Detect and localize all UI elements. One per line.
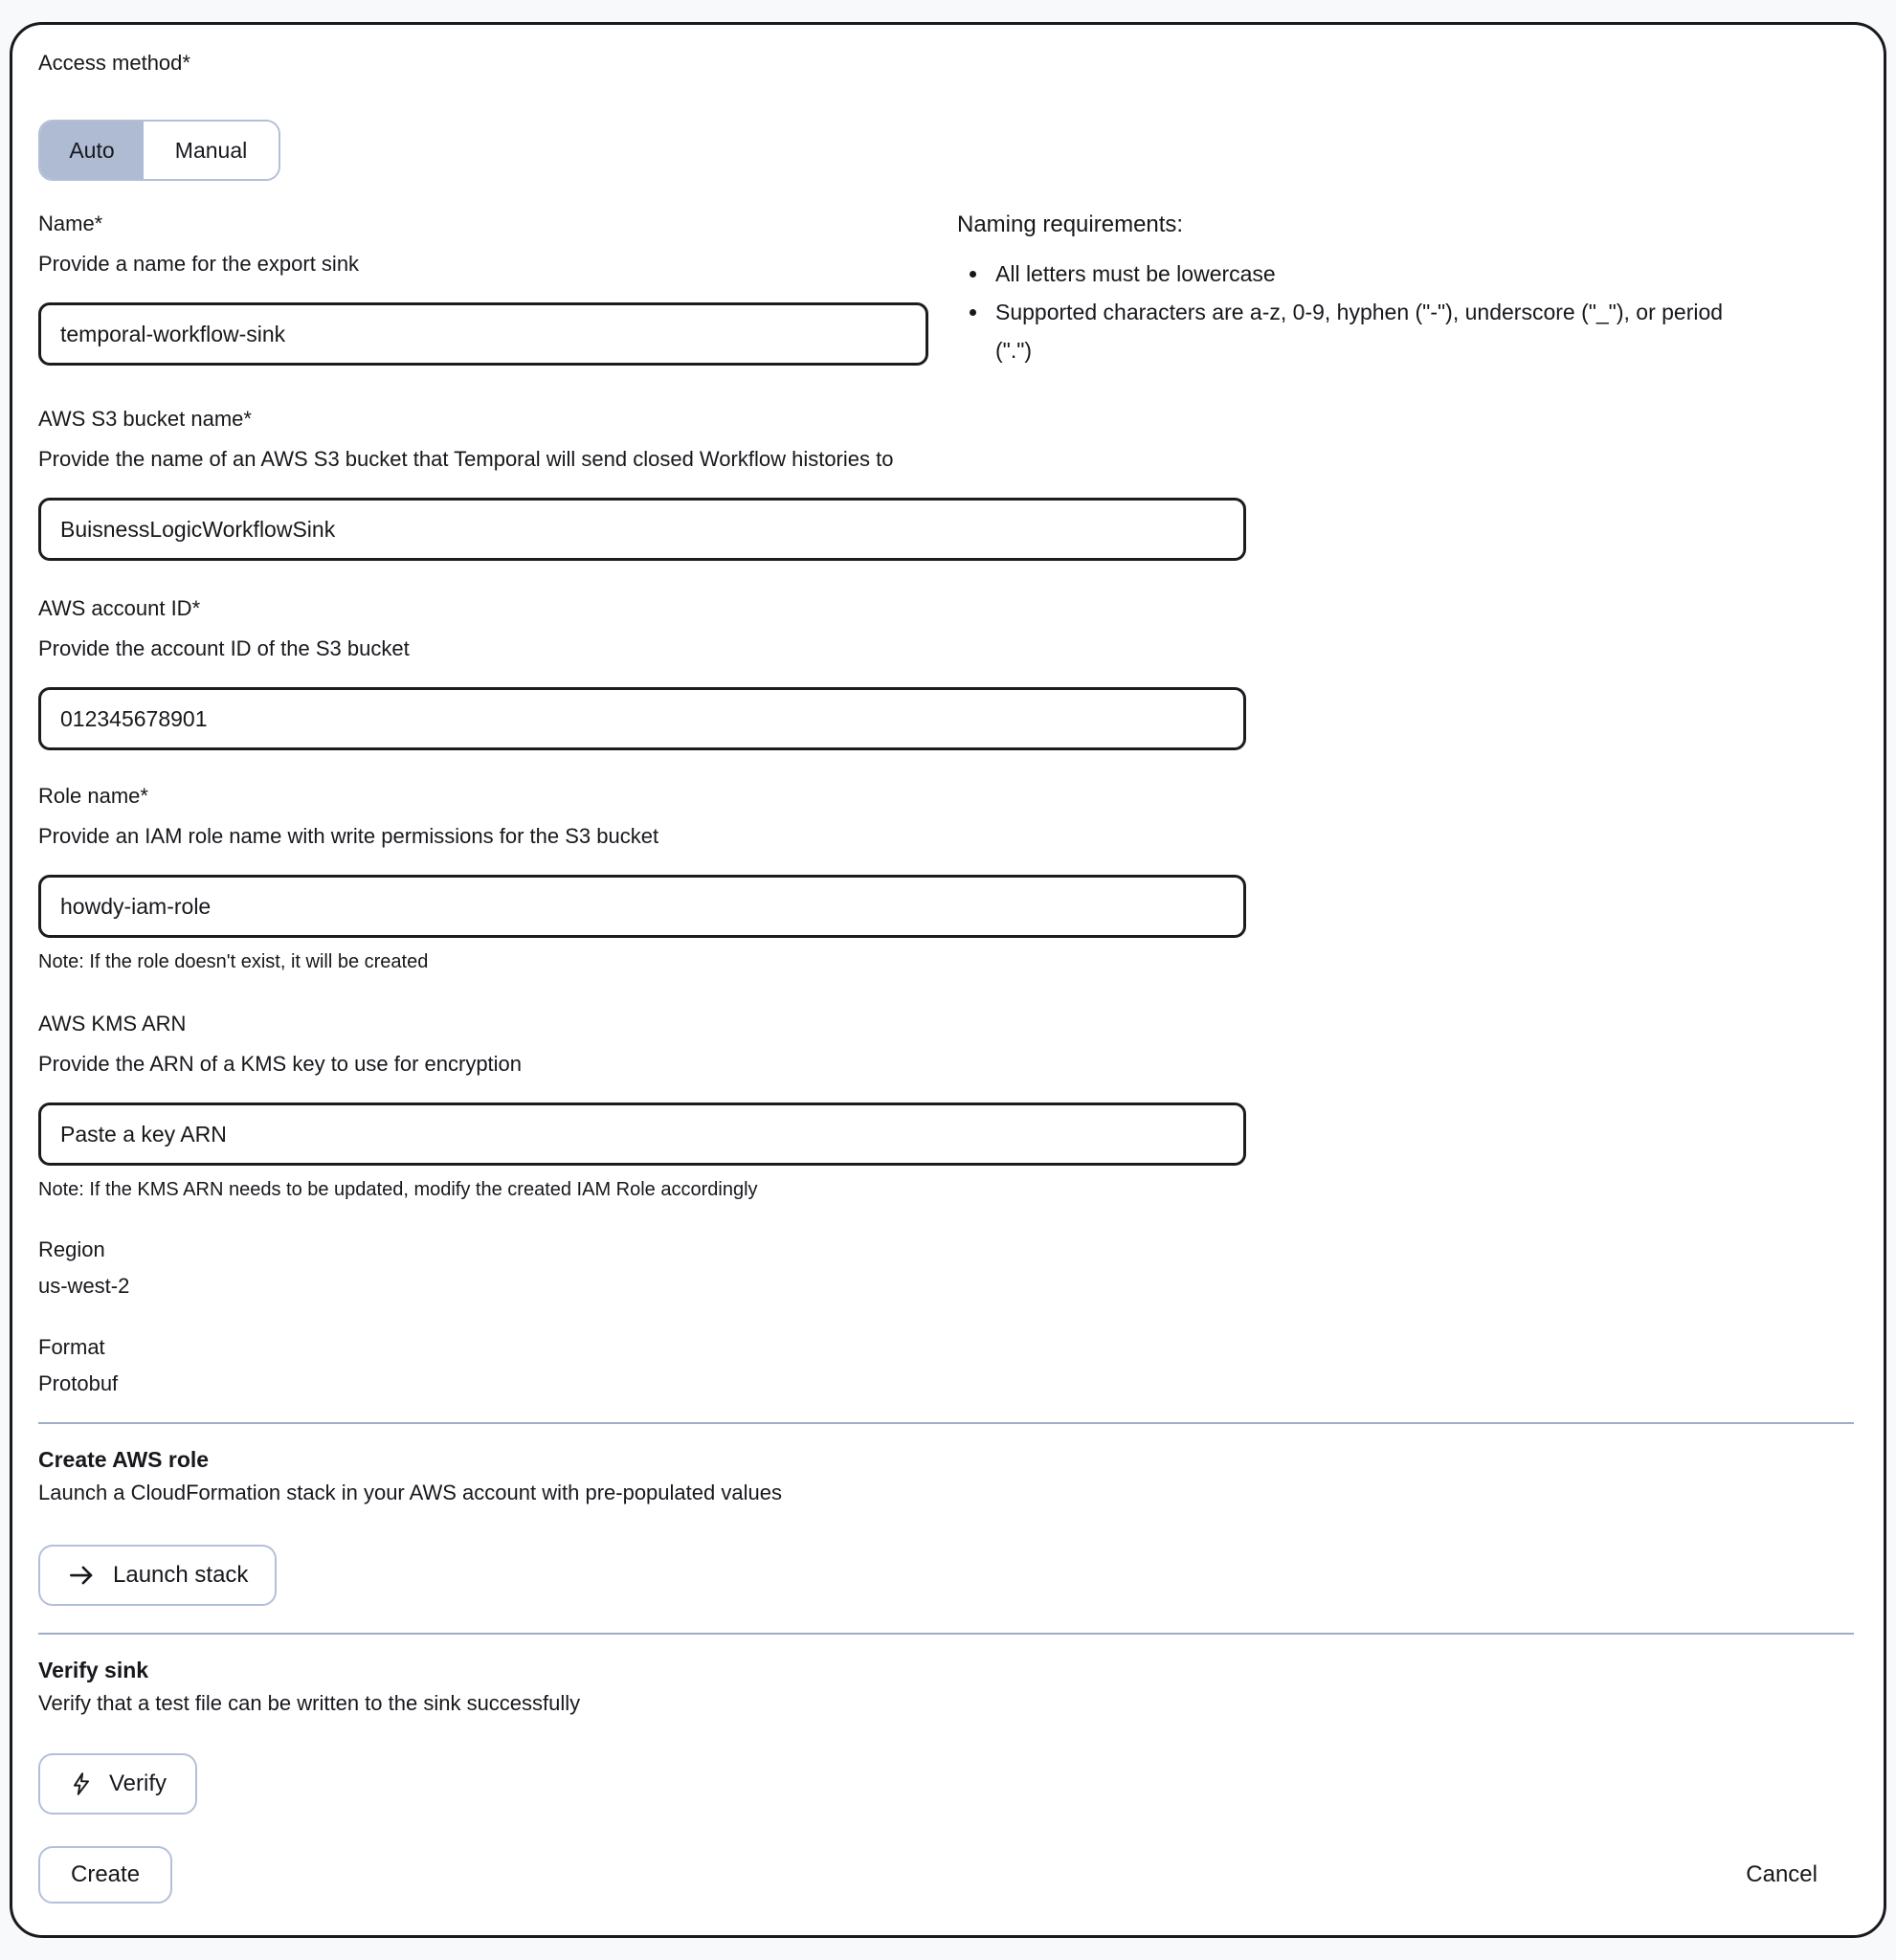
role-name-input[interactable]: [38, 875, 1246, 938]
role-name-note: Note: If the role doesn't exist, it will be created: [38, 951, 429, 972]
launch-stack-button[interactable]: [38, 1545, 277, 1606]
region-value: us-west-2: [38, 1274, 130, 1298]
role-name-label: Role name*: [38, 784, 148, 808]
s3-bucket-label: AWS S3 bucket name*: [38, 407, 252, 431]
naming-requirements-list: [957, 255, 1742, 369]
verify-sink-section: [38, 1656, 1854, 1815]
verify-button[interactable]: [38, 1753, 197, 1815]
naming-requirements-title: Naming requirements:: [957, 212, 1184, 237]
format-label: Format: [38, 1335, 105, 1359]
verify-label: Verify: [109, 1771, 167, 1796]
kms-arn-description: Provide the ARN of a KMS key to use for encryption: [38, 1052, 523, 1076]
arrow-right-icon: [67, 1561, 96, 1590]
kms-arn-label: AWS KMS ARN: [38, 1012, 187, 1036]
naming-requirements: [957, 211, 1854, 369]
format-field: [38, 1334, 1854, 1397]
account-id-description: Provide the account ID of the S3 bucket: [38, 636, 410, 660]
launch-stack-label: Launch stack: [113, 1562, 249, 1588]
form-actions: [38, 1846, 1854, 1904]
name-description: Provide a name for the export sink: [38, 252, 360, 276]
naming-requirement-item: • All letters must be lowercase: [990, 255, 1742, 293]
name-input[interactable]: [38, 302, 928, 366]
access-method-option-manual[interactable]: Manual: [144, 122, 279, 179]
access-method-toggle: [38, 120, 280, 181]
format-value: Protobuf: [38, 1371, 119, 1395]
naming-requirement-item: • Supported characters are a-z, 0-9, hyphen ("-"), underscore ("_"), or period ("."): [990, 293, 1742, 369]
create-aws-role-section: [38, 1445, 1854, 1606]
account-id-field: [38, 595, 1854, 750]
region-label: Region: [38, 1237, 105, 1261]
kms-arn-input[interactable]: [38, 1102, 1246, 1166]
role-name-field: [38, 783, 1854, 974]
s3-bucket-field: [38, 406, 1854, 561]
kms-arn-note: Note: If the KMS ARN needs to be updated, modify the created IAM Role accordingly: [38, 1179, 758, 1200]
account-id-input[interactable]: [38, 687, 1246, 750]
divider: [38, 1633, 1854, 1635]
divider: [38, 1422, 1854, 1424]
account-id-label: AWS account ID*: [38, 596, 201, 620]
kms-arn-field: [38, 1011, 1854, 1202]
export-sink-form-card: [10, 22, 1886, 1938]
verify-sink-description: Verify that a test file can be written to the sink successfully: [38, 1691, 581, 1715]
create-aws-role-description: Launch a CloudFormation stack in your AWS account with pre-populated values: [38, 1481, 782, 1504]
name-label: Name*: [38, 212, 103, 235]
name-field: [38, 211, 957, 369]
region-field: [38, 1236, 1854, 1300]
access-method-label: Access method*: [38, 51, 190, 75]
role-name-description: Provide an IAM role name with write permissions for the S3 bucket: [38, 824, 659, 848]
cancel-button[interactable]: Cancel: [1746, 1861, 1818, 1887]
s3-bucket-input[interactable]: [38, 498, 1246, 561]
lightning-bolt-icon: [69, 1771, 94, 1796]
s3-bucket-description: Provide the name of an AWS S3 bucket that Temporal will send closed Workflow histories to: [38, 447, 894, 471]
create-button[interactable]: Create: [38, 1846, 172, 1904]
verify-sink-title: Verify sink: [38, 1658, 149, 1682]
access-method-option-auto[interactable]: Auto: [40, 122, 144, 179]
create-aws-role-title: Create AWS role: [38, 1447, 210, 1472]
